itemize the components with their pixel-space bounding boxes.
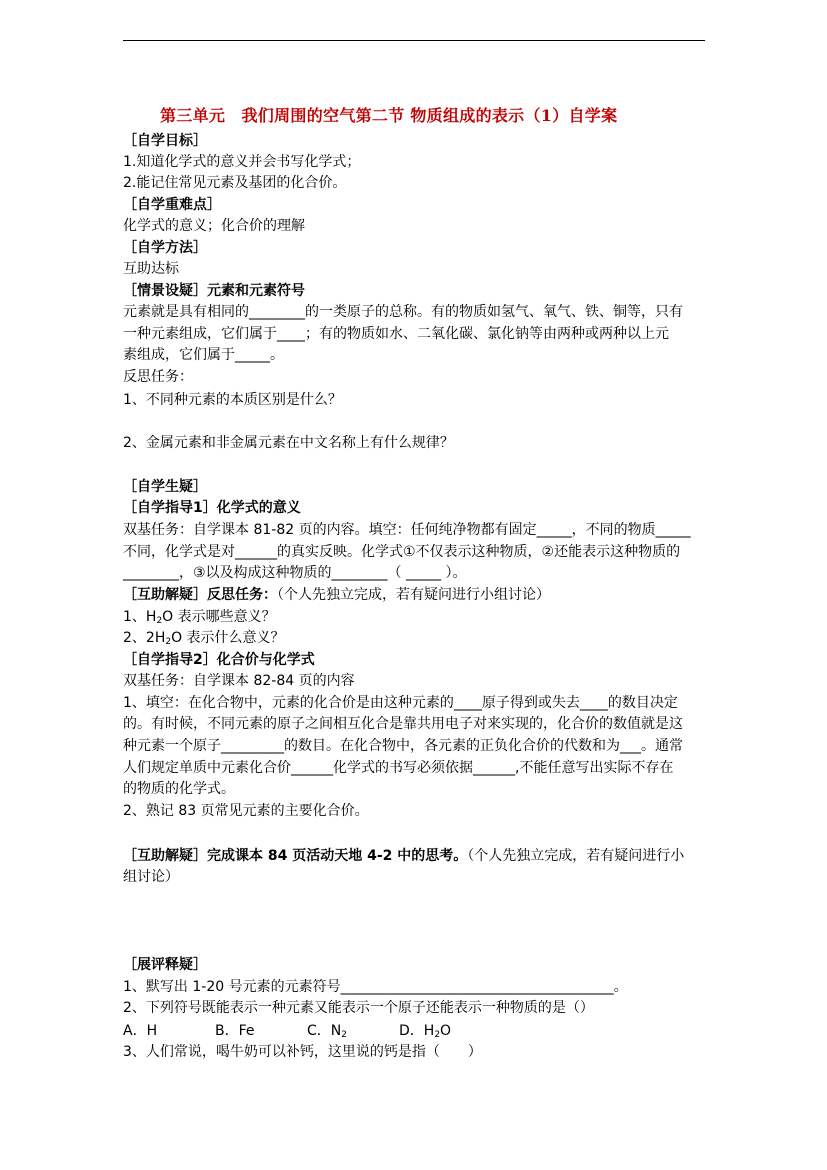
question-2-suffix: O 表示什么意义？ <box>171 630 285 646</box>
section-heading-guide-1: ［自学指导1］化学式的意义 <box>123 500 301 516</box>
subscript: 2 <box>341 1030 347 1040</box>
reflection-task-label: 反思任务： <box>123 369 193 385</box>
subscript: 2 <box>434 1030 441 1040</box>
section-heading-guide-2: ［自学指导2］化合价与化学式 <box>123 652 315 668</box>
guide-2-line-3: 种元素一个原子_________的数目。在化合物中，各元素的正负化合价的代数和为___。通常 <box>123 738 683 754</box>
mutual-help-2-line-1 <box>123 846 684 866</box>
guide-2-task: 双基任务：自学课本 82-84 页的内容 <box>123 673 355 689</box>
scenario-paragraph-line-2: 一种元素组成，它们属于____；有的物质如水、二氧化碳、氯化钠等由两种或两种以上元 <box>123 326 669 342</box>
scenario-paragraph-line-3: 素组成，它们属于_____。 <box>123 347 284 363</box>
review-question-2: 2、下列符号既能表示一种元素又能表示一个原子还能表示一种物质的是（） <box>123 1000 594 1016</box>
key-points-text: 化学式的意义；化合价的理解 <box>123 218 305 234</box>
section-heading-self-doubt: ［自学生疑］ <box>123 479 207 495</box>
review-question-3: 3、人们常说，喝牛奶可以补钙，这里说的钙是指（ ） <box>123 1044 482 1060</box>
mutual-help-line <box>123 585 550 605</box>
guide-2-memorize: 2、熟记 83 页常见元素的主要化合价。 <box>123 803 369 819</box>
mutual-help-note: （个人先独立完成，若有疑问进行小组讨论） <box>277 587 550 603</box>
mutual-help-question-2 <box>123 628 285 652</box>
question-1-prefix: 1、H <box>123 609 157 625</box>
option-d-tail: O <box>440 1023 452 1039</box>
section-heading-goals: ［自学目标］ <box>123 133 207 149</box>
guide-2-line-2: 的。有时候，不同元素的原子之间相互化合是靠共用电子对来实现的，化合价的数值就是这 <box>123 716 683 732</box>
question-1-suffix: O 表示哪些意义？ <box>162 609 276 625</box>
guide-2-line-4: 人们规定单质中元素化合价______化学式的书写必须依据______,不能任意写出实际不存在 <box>123 760 674 776</box>
reflection-question-1: 1、不同种元素的本质区别是什么？ <box>123 392 342 408</box>
option-a: A．H <box>123 1023 158 1039</box>
goal-item-2: 2.能记住常见元素及基团的化合价。 <box>123 175 347 191</box>
option-d <box>399 1023 451 1039</box>
reflection-question-2: 2、金属元素和非金属元素在中文名称上有什么规律？ <box>123 435 454 451</box>
page-title: 第三单元 我们周围的空气第二节 物质组成的表示（1）自学案 <box>160 106 618 125</box>
option-c-text: C．N <box>307 1023 342 1039</box>
subscript: 2 <box>156 616 163 626</box>
question-2-prefix: 2、2H <box>123 630 166 646</box>
section-heading-key-points: ［自学重难点］ <box>123 197 221 213</box>
section-heading-scenario: ［情景设疑］元素和元素符号 <box>123 283 305 299</box>
subscript: 2 <box>165 637 172 647</box>
guide-1-line-2: 不同，化学式是对______的真实反映。化学式①不仅表示这种物质，②还能表示这种物质的 <box>123 544 681 560</box>
scenario-paragraph-line-1: 元素就是具有相同的________的一类原子的总称。有的物质如氢气、氧气、铁、铜等，只有 <box>123 304 683 320</box>
guide-1-line-1: 双基任务：自学课本 81-82 页的内容。填空：任何纯净物都有固定_____，不同的物质_____ <box>123 522 691 538</box>
section-heading-method: ［自学方法］ <box>123 240 207 256</box>
guide-1-line-3: ________，③以及构成这种物质的________（ _____ ）。 <box>123 565 467 581</box>
goal-item-1: 1.知道化学式的意义并会书写化学式； <box>123 154 361 170</box>
option-b: B．Fe <box>215 1023 255 1039</box>
guide-2-line-5: 的物质的化学式。 <box>123 781 235 797</box>
review-question-1: 1、默写出 1-20 号元素的元素符号_______________________________________。 <box>123 979 628 995</box>
header-rule <box>123 40 705 41</box>
mutual-help-2-line-2: 组讨论） <box>123 869 179 885</box>
method-text: 互助达标 <box>123 261 179 277</box>
guide-2-line-1: 1、填空：在化合物中，元素的化合价是由这种元素的____原子得到或失去____的数目决定 <box>123 695 678 711</box>
mutual-help-2-heading: ［互助解疑］完成课本 84 页活动天地 4-2 中的思考。 <box>123 848 468 864</box>
mutual-help-heading: ［互助解疑］反思任务： <box>123 587 277 603</box>
mutual-help-2-note: （个人先独立完成，若有疑问进行小 <box>467 848 685 864</box>
option-d-text: D．H <box>399 1023 435 1039</box>
section-heading-review: ［展评释疑］ <box>123 957 207 973</box>
